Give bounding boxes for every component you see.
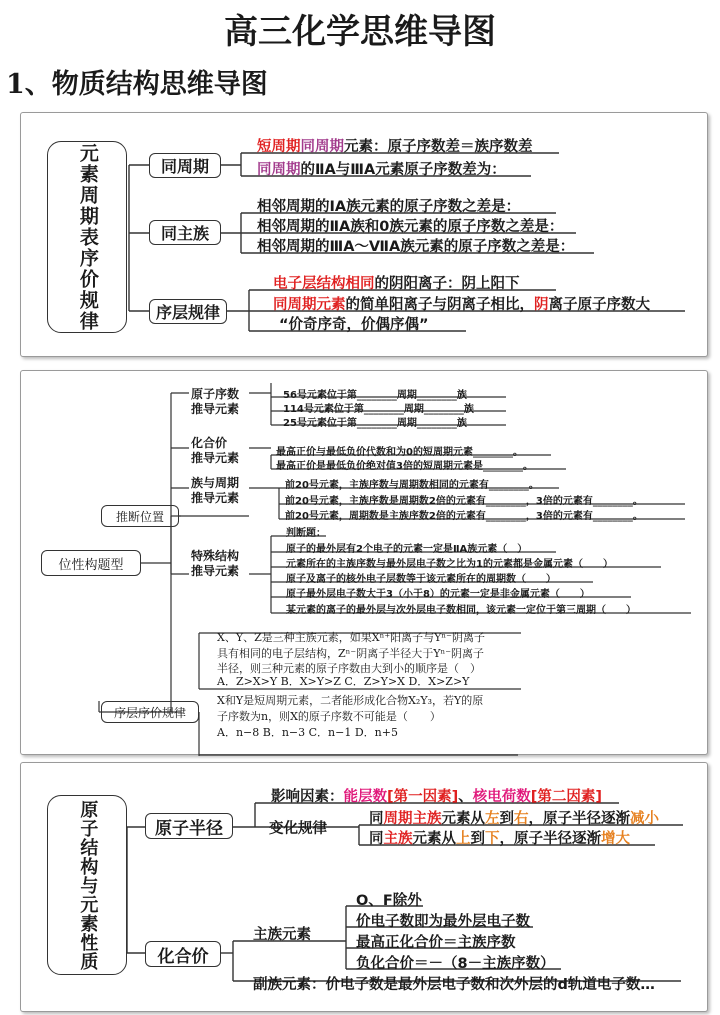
node-infer-position-label: 推断位置 bbox=[115, 509, 164, 524]
text: 元素：原子序数差＝族序数差 bbox=[344, 139, 533, 155]
trend-label: 变化规律 bbox=[269, 821, 327, 837]
text: 离子原子序数大 bbox=[548, 297, 650, 313]
hl-same-period-element: 同周期元素 bbox=[273, 297, 346, 313]
node-same-period-label: 同周期 bbox=[160, 157, 209, 176]
text: 元素从 bbox=[412, 831, 456, 847]
group-label-valence: 化合价 推导元素 bbox=[191, 436, 240, 465]
hl-second-factor: [第二因素] bbox=[530, 789, 603, 805]
hl-same-period: 同周期 bbox=[300, 139, 344, 155]
node-atomic-radius bbox=[145, 813, 233, 839]
node-infer-position bbox=[101, 505, 179, 527]
same-group-line-2: 相邻周期的ⅡA族和0族元素的原子序数之差是： bbox=[257, 219, 564, 235]
panel-position-property bbox=[20, 370, 708, 755]
hl-same-period-2: 同周期 bbox=[257, 162, 301, 178]
text: 、 bbox=[458, 789, 473, 805]
question-1-line-3: 半径，则三种元素的原子序数由大到小的顺序是（ ） bbox=[217, 662, 481, 675]
main-group-item-2: 价电子数即为最外层电子数 bbox=[356, 914, 530, 930]
group-label-special-structure: 特殊结构 推导元素 bbox=[191, 549, 240, 578]
main-group-label: 主族元素 bbox=[253, 927, 311, 943]
item: 最高正价与最低负价代数和为0的短周期元素________。 bbox=[276, 447, 523, 458]
text: 到 bbox=[470, 831, 485, 847]
panel-atomic-structure bbox=[20, 762, 708, 1012]
node-valence-label: 化合价 bbox=[157, 946, 209, 967]
hl-top: 上 bbox=[456, 831, 471, 847]
main-group-item-1: O、F除外 bbox=[356, 893, 422, 909]
node-order-rule bbox=[149, 299, 227, 324]
main-group-item-3: 最高正化合价＝主族序数 bbox=[356, 935, 516, 951]
hl-right: 右 bbox=[514, 811, 529, 827]
hl-nuclear-charge: 核电荷数 bbox=[472, 789, 531, 805]
node-same-group bbox=[149, 220, 221, 245]
text: 影响因素： bbox=[271, 789, 344, 805]
question-2-line-1: X和Y是短周期元素，二者能形成化合物X₂Y₃，若Y的原 bbox=[217, 694, 484, 707]
root-label: 位性构题型 bbox=[58, 557, 124, 573]
order-line-1 bbox=[273, 272, 520, 293]
text: 的简单阳离子与阴离子相比， bbox=[345, 297, 534, 313]
text: 同 bbox=[369, 811, 384, 827]
item: 原子及离子的核外电子层数等于该元素所在的周期数（ ） bbox=[286, 574, 556, 585]
item: 56号元素位于第________周期________族 bbox=[283, 390, 467, 401]
node-sequence-rule bbox=[101, 701, 199, 723]
section-title: 1、物质结构思维导图 bbox=[6, 69, 268, 100]
hl-short-period: 短周期 bbox=[257, 139, 301, 155]
text: 的ⅡA与ⅢA元素原子序数差为： bbox=[300, 162, 506, 178]
question-2-options: A．n−8 B．n−3 C．n−1 D．n+5 bbox=[217, 726, 398, 739]
order-line-3: “价奇序奇，价偶序偶” bbox=[279, 317, 429, 333]
item: 某元素的离子的最外层与次外层电子数相同，该元素一定位于第三周期（ ） bbox=[286, 605, 636, 616]
same-group-line-3: 相邻周期的ⅢA～ⅦA族元素的原子序数之差是： bbox=[257, 239, 575, 255]
question-1-options: A．Z>X>Y B．X>Y>Z C．Z>Y>X D．X>Z>Y bbox=[217, 675, 470, 688]
node-atomic-radius-label: 原子半径 bbox=[155, 818, 223, 839]
question-1-line-2: 具有相同的电子层结构，Zⁿ⁻阴离子半径大于Yⁿ⁻阴离子 bbox=[217, 647, 485, 660]
hl-shell-count: 能层数 bbox=[343, 789, 387, 805]
hl-bottom: 下 bbox=[485, 831, 500, 847]
trend-line-2 bbox=[369, 827, 630, 848]
node-valence bbox=[145, 941, 221, 967]
root-label: 元素周期表序价规律 bbox=[76, 142, 99, 332]
item: 判断题： bbox=[286, 528, 326, 539]
same-group-line-1: 相邻周期的ⅠA族元素的原子序数之差是： bbox=[257, 199, 521, 215]
root-label: 原子结构与元素性质 bbox=[77, 799, 99, 971]
text: 到 bbox=[499, 811, 514, 827]
node-same-group-label: 同主族 bbox=[160, 224, 209, 243]
item: 前20号元素，主族序数与周期数相同的元素有________。 bbox=[285, 480, 539, 491]
item: 114号元素位于第________周期________族 bbox=[283, 404, 474, 415]
node-order-rule-label: 序层规律 bbox=[155, 303, 220, 322]
radius-factors bbox=[271, 785, 602, 806]
question-2-line-2: 子序数为n，则X的原子序数不可能是（ ） bbox=[217, 710, 441, 723]
item: 原子最外层电子数大于3（小于8）的元素一定是非金属元素（ ） bbox=[286, 589, 590, 600]
item: 元素所在的主族序数与最外层电子数之比为1的元素都是金属元素（ ） bbox=[286, 559, 613, 570]
trend-line-1 bbox=[369, 807, 659, 828]
item: 前20号元素，周期数是主族序数2倍的元素有________，3倍的元素有________。 bbox=[285, 511, 643, 522]
text: 同 bbox=[369, 831, 384, 847]
root-node bbox=[47, 141, 127, 333]
sub-group-line: 副族元素：价电子数是最外层电子数和次外层的d轨道电子数… bbox=[253, 977, 655, 993]
item: 25号元素位于第________周期________族 bbox=[283, 418, 467, 429]
text: ，原子半径逐渐 bbox=[528, 811, 630, 827]
panel-periodic-rules bbox=[20, 112, 708, 357]
hl-main-group: 主族 bbox=[383, 831, 413, 847]
text: ，原子半径逐渐 bbox=[499, 831, 601, 847]
main-group-item-4: 负化合价＝－（8－主族序数） bbox=[356, 956, 555, 972]
same-period-line-2 bbox=[257, 158, 506, 179]
node-same-period bbox=[149, 153, 221, 178]
root-node bbox=[47, 795, 127, 975]
page-title: 高三化学思维导图 bbox=[224, 12, 496, 52]
item: 最高正价是最低负价绝对值3倍的短周期元素是________。 bbox=[276, 461, 533, 472]
order-line-2 bbox=[273, 293, 650, 314]
item: 前20号元素，主族序数是周期数2倍的元素有________，3倍的元素有________。 bbox=[285, 496, 643, 507]
node-sequence-rule-label: 序层序价规律 bbox=[113, 705, 186, 720]
question-1-line-1: X、Y、Z是三种主族元素，如果Xⁿ⁺阳离子与Yⁿ⁻阴离子 bbox=[217, 631, 485, 644]
same-period-line-1 bbox=[257, 135, 533, 156]
hl-left: 左 bbox=[485, 811, 500, 827]
hl-decrease: 减小 bbox=[630, 811, 659, 827]
hl-first-factor: [第一因素] bbox=[387, 789, 459, 805]
hl-increase: 增大 bbox=[601, 831, 630, 847]
text: 的阴阳离子：阴上阳下 bbox=[374, 276, 520, 292]
text: 元素从 bbox=[441, 811, 485, 827]
hl-anion: 阴 bbox=[534, 297, 549, 313]
root-node bbox=[41, 550, 141, 576]
group-label-group-period: 族与周期 推导元素 bbox=[191, 476, 240, 505]
hl-same-electron-shell: 电子层结构相同 bbox=[273, 276, 375, 292]
item: 原子的最外层有2个电子的元素一定是ⅡA族元素（ ） bbox=[286, 544, 528, 555]
hl-period-main-group: 周期主族 bbox=[383, 811, 442, 827]
group-label-atomic-number: 原子序数 推导元素 bbox=[191, 387, 240, 416]
